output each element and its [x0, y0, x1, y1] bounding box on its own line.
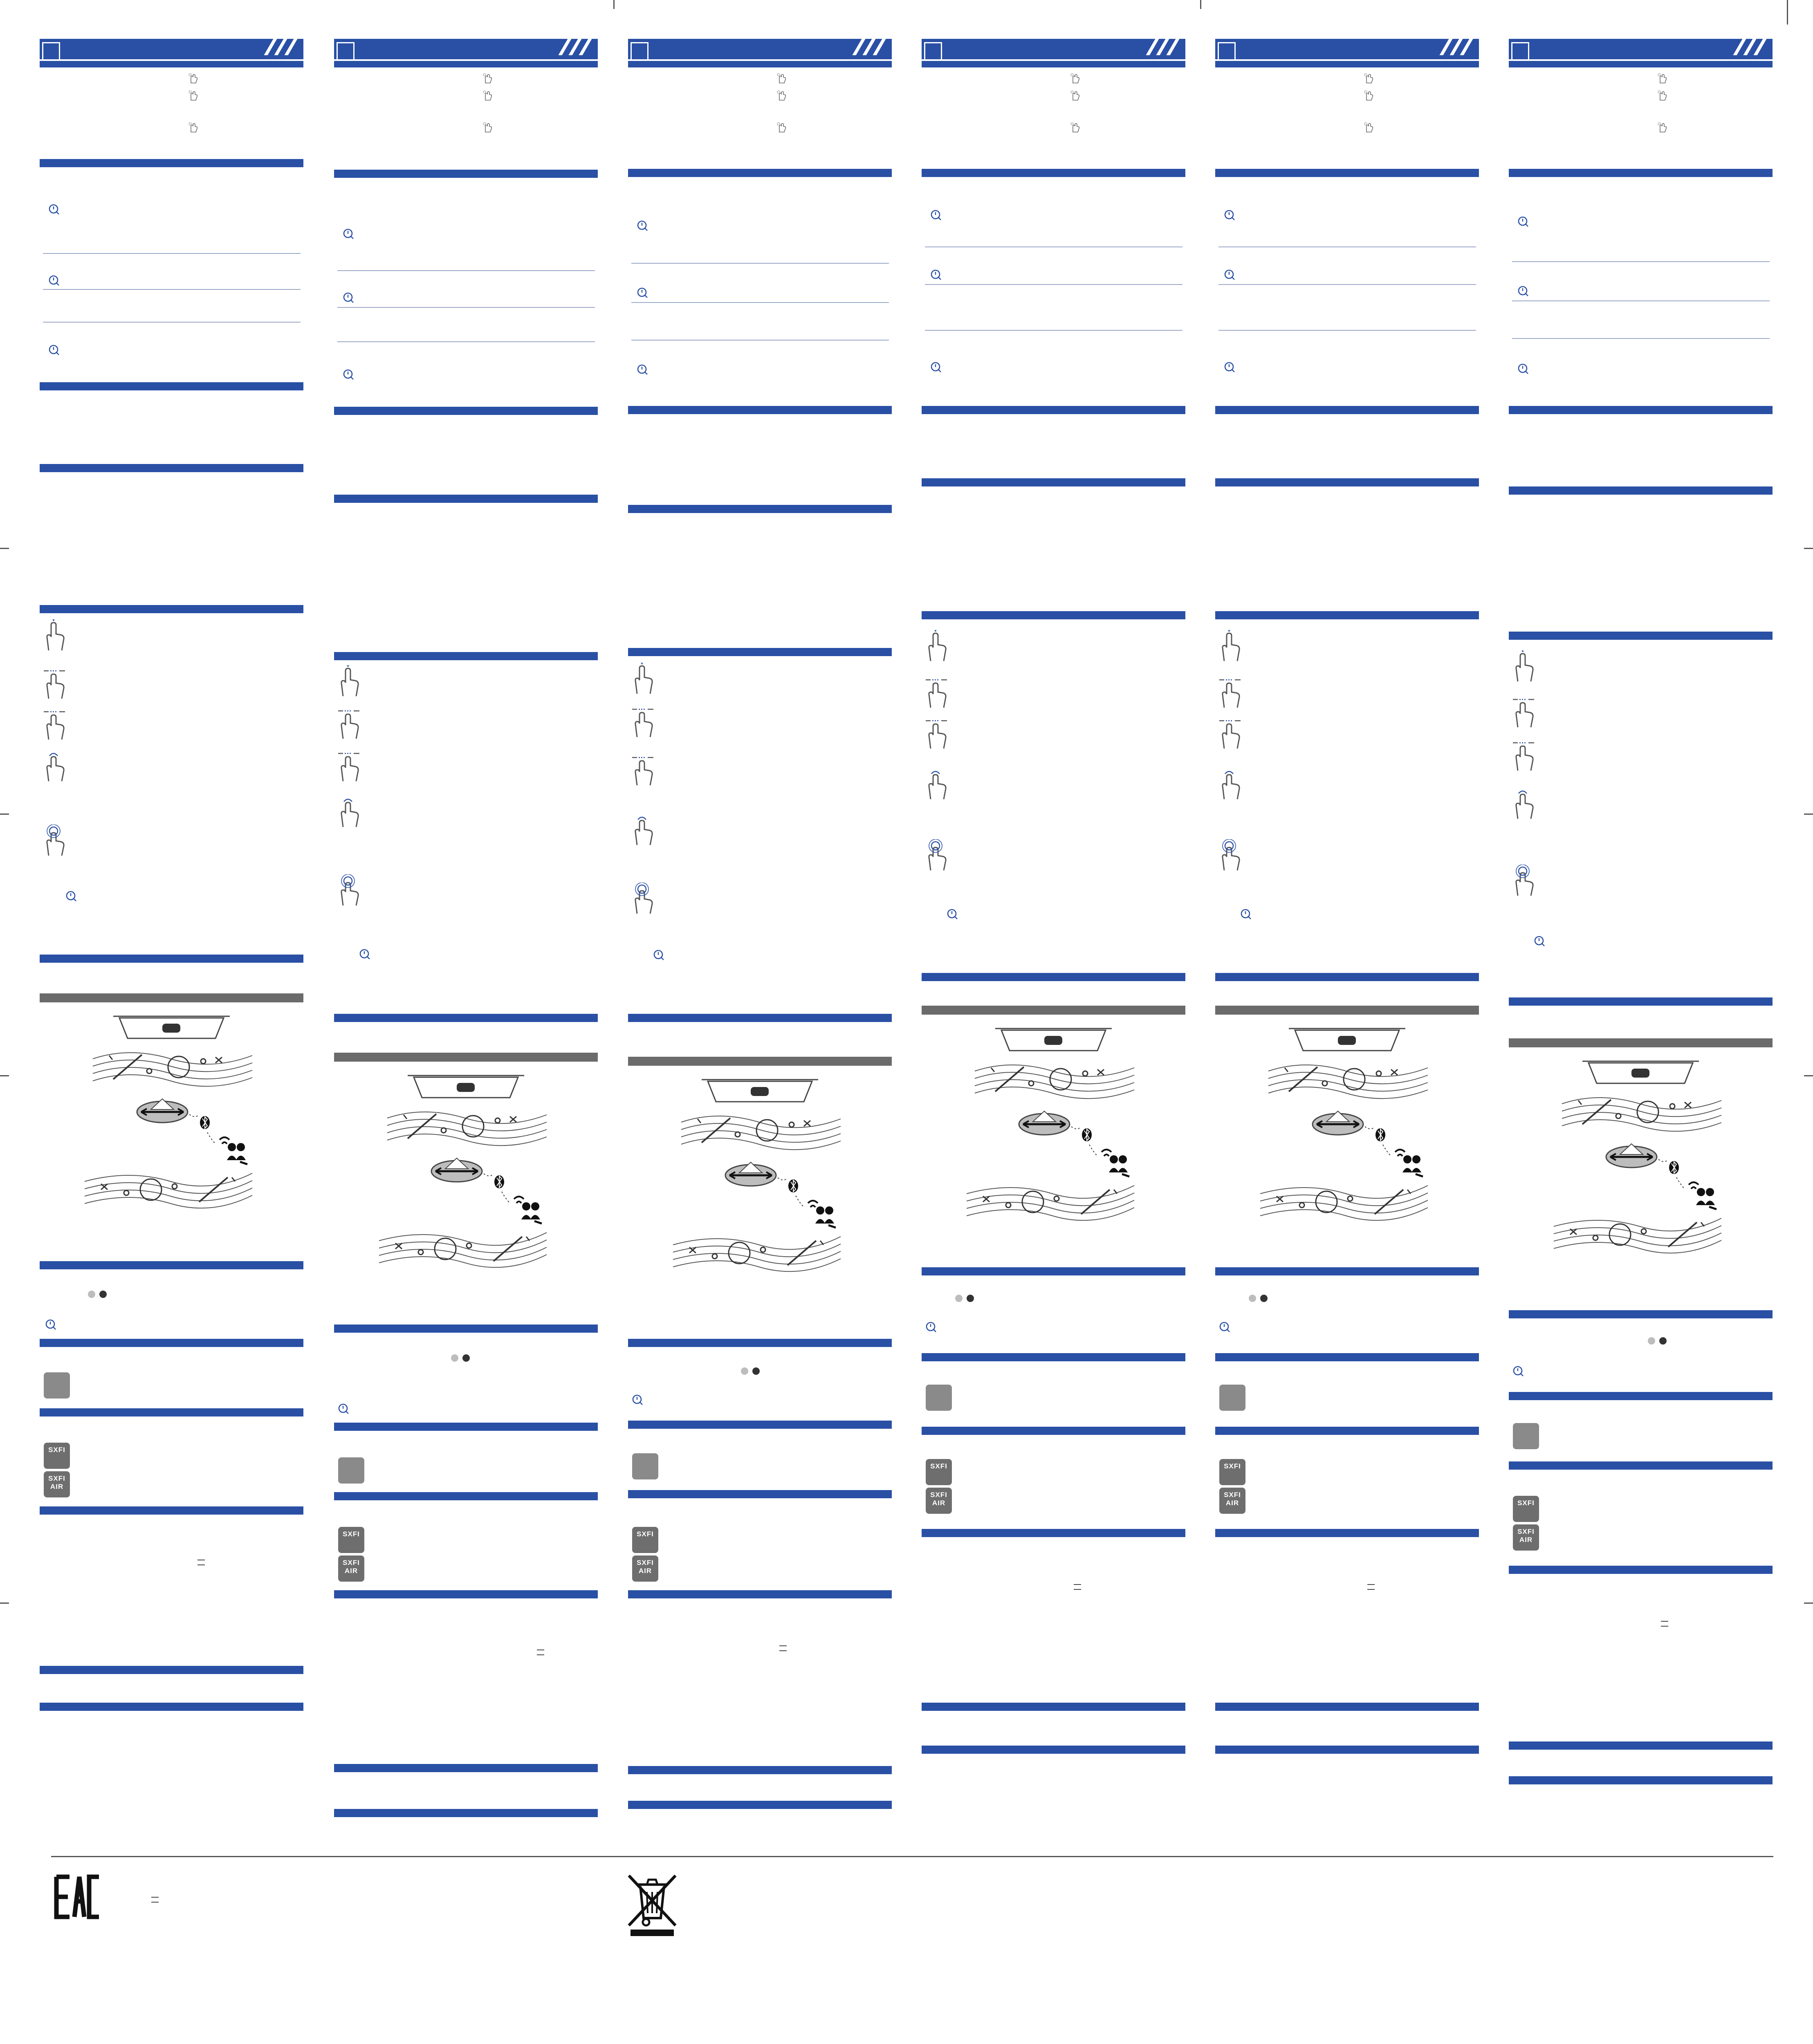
section-bar — [628, 1766, 892, 1774]
tap-icon — [1069, 89, 1082, 102]
divider — [43, 289, 301, 290]
note-icon — [1223, 268, 1236, 282]
note-icon — [341, 227, 355, 241]
section-bar — [1509, 1461, 1773, 1470]
section-bar — [1509, 169, 1773, 177]
note-icon — [47, 202, 61, 216]
equals-mark — [1074, 1584, 1081, 1590]
badge-label: SXFI — [1224, 1462, 1241, 1470]
section-bar — [334, 1014, 598, 1022]
press-hold-gesture-icon — [630, 883, 658, 915]
note-icon — [1223, 208, 1236, 222]
divider — [925, 284, 1182, 285]
section-bar — [628, 1421, 892, 1429]
divider — [631, 302, 889, 303]
section-bar — [1215, 973, 1479, 981]
sxfi-app-badge-icon — [338, 1457, 364, 1484]
section-bar — [1509, 1566, 1773, 1574]
badge-label: SXFI AIR — [1517, 1528, 1535, 1544]
crossed-out-bin-icon — [626, 1872, 679, 1938]
note-icon — [635, 363, 649, 377]
badge-label: SXFI AIR — [930, 1491, 947, 1507]
divider — [1218, 330, 1476, 331]
note-icon — [929, 208, 943, 222]
indicator-dot-light — [1249, 1295, 1256, 1302]
divider — [1512, 338, 1770, 339]
instruction-panel-3 — [628, 39, 892, 1821]
section-bar — [922, 478, 1185, 486]
indicator-dot-light — [741, 1367, 748, 1375]
note-icon — [47, 273, 61, 287]
crop-mark — [0, 1602, 9, 1604]
section-bar — [1215, 1746, 1479, 1754]
section-bar — [1215, 478, 1479, 486]
section-bar — [334, 495, 598, 503]
swipe-up-gesture-icon — [41, 619, 70, 652]
panel-header-bar — [40, 39, 303, 67]
equals-mark — [1367, 1584, 1375, 1590]
swipe-gesture-icon — [1217, 677, 1245, 709]
indicator-dot-dark — [752, 1367, 760, 1375]
divider — [337, 270, 595, 271]
tap-icon — [1069, 121, 1082, 134]
badge-label: SXFI — [48, 1446, 65, 1454]
section-bar — [628, 1014, 892, 1022]
press-gesture-icon — [336, 796, 364, 829]
swipe-up-gesture-icon — [1510, 650, 1539, 683]
section-bar — [1215, 406, 1479, 414]
note-icon — [652, 948, 666, 962]
crop-mark — [1804, 1602, 1813, 1604]
sxfi-air-badge — [1219, 1488, 1245, 1514]
note-icon — [337, 1402, 350, 1416]
section-bar — [628, 648, 892, 656]
swipe-gesture-icon — [630, 754, 658, 787]
crop-mark — [0, 1075, 9, 1076]
swipe-gesture-icon — [41, 668, 70, 700]
section-bar — [40, 1703, 303, 1711]
instruction-panel-5 — [1215, 39, 1479, 1821]
equals-mark — [779, 1645, 787, 1651]
section-bar — [628, 406, 892, 414]
section-bar — [1215, 1529, 1479, 1537]
tap-icon — [187, 72, 200, 85]
tap-icon — [775, 89, 788, 102]
note-icon — [64, 889, 78, 903]
tap-icon — [1656, 89, 1669, 102]
section-bar — [1215, 1353, 1479, 1361]
sxfi-control-badge — [338, 1527, 364, 1553]
press-hold-gesture-icon — [1510, 865, 1539, 897]
panel-header-bar — [1215, 39, 1479, 67]
panel-header-bar — [922, 39, 1185, 67]
instruction-panel-2 — [334, 39, 598, 1821]
sxfi-air-badge — [926, 1488, 952, 1514]
crop-mark — [1804, 814, 1813, 815]
divider — [43, 322, 301, 323]
equals-mark — [537, 1650, 544, 1655]
sxfi-usage-illustration — [1215, 1022, 1479, 1251]
section-bar — [628, 505, 892, 513]
sxfi-control-badge — [1219, 1459, 1245, 1485]
section-bar — [1509, 1310, 1773, 1318]
badge-label: SXFI AIR — [1224, 1491, 1241, 1507]
instruction-panel-4 — [922, 39, 1185, 1821]
section-bar — [40, 605, 303, 613]
indicator-dot-dark — [1260, 1295, 1268, 1302]
tap-icon — [481, 72, 494, 85]
divider — [631, 340, 889, 341]
note-icon — [341, 368, 355, 381]
sxfi-air-badge — [1513, 1524, 1539, 1551]
tap-icon — [1362, 89, 1375, 102]
illustration-bar — [1509, 1038, 1773, 1047]
section-bar — [922, 611, 1185, 619]
indicator-dot-light — [955, 1295, 963, 1302]
note-icon — [341, 291, 355, 305]
section-bar — [40, 159, 303, 167]
crop-mark — [1200, 0, 1201, 9]
equals-mark — [197, 1560, 205, 1565]
section-bar — [334, 1325, 598, 1333]
illustration-bar — [628, 1057, 892, 1066]
badge-label: SXFI AIR — [637, 1559, 654, 1575]
press-hold-gesture-icon — [923, 839, 952, 872]
swipe-gesture-icon — [630, 706, 658, 739]
section-bar — [1509, 1392, 1773, 1400]
section-bar — [922, 973, 1185, 981]
note-icon — [1516, 284, 1530, 298]
tap-icon — [1069, 72, 1082, 85]
note-icon — [929, 360, 943, 374]
section-bar — [1509, 406, 1773, 414]
note-icon — [47, 343, 61, 357]
indicator-dot-light — [1648, 1337, 1655, 1345]
crop-mark — [0, 814, 9, 815]
divider — [925, 330, 1182, 331]
sxfi-air-badge — [632, 1555, 658, 1582]
section-bar — [1509, 632, 1773, 640]
note-icon — [1516, 362, 1530, 376]
crop-mark — [613, 0, 615, 9]
section-bar — [628, 1801, 892, 1809]
divider — [43, 253, 301, 254]
press-gesture-icon — [41, 750, 70, 783]
section-bar — [922, 406, 1185, 414]
section-bar — [922, 1529, 1185, 1537]
section-bar — [628, 1590, 892, 1598]
note-icon — [635, 286, 649, 300]
note-icon — [1239, 907, 1253, 921]
section-bar — [40, 382, 303, 390]
press-hold-gesture-icon — [41, 825, 70, 857]
divider — [337, 307, 595, 308]
swipe-gesture-icon — [336, 750, 364, 783]
section-bar — [334, 1809, 598, 1817]
note-icon — [929, 268, 943, 282]
section-bar — [40, 955, 303, 963]
section-bar — [334, 1492, 598, 1500]
sxfi-control-badge — [1513, 1496, 1539, 1522]
press-gesture-icon — [1510, 788, 1539, 820]
section-bar — [334, 1423, 598, 1431]
section-bar — [922, 169, 1185, 177]
illustration-bar — [1215, 1006, 1479, 1015]
swipe-gesture-icon — [336, 708, 364, 740]
badge-label: SXFI — [1517, 1499, 1535, 1507]
note-icon — [635, 219, 649, 233]
divider — [337, 341, 595, 342]
section-bar — [1215, 1267, 1479, 1275]
sxfi-usage-illustration — [628, 1073, 892, 1302]
section-bar — [922, 1267, 1185, 1275]
tap-icon — [775, 72, 788, 85]
panel-header-bar — [1509, 39, 1773, 67]
section-bar — [40, 1666, 303, 1674]
section-bar — [922, 1746, 1185, 1754]
tap-icon — [187, 89, 200, 102]
note-icon — [1223, 360, 1236, 374]
crop-mark — [1787, 0, 1788, 25]
badge-label: SXFI — [930, 1462, 947, 1470]
badge-label: SXFI AIR — [48, 1475, 65, 1490]
tap-icon — [187, 121, 200, 134]
tap-icon — [775, 121, 788, 134]
note-icon — [1516, 215, 1530, 229]
swipe-up-gesture-icon — [630, 663, 658, 695]
section-bar — [1509, 1741, 1773, 1750]
divider — [1512, 300, 1770, 301]
swipe-gesture-icon — [923, 677, 952, 709]
press-gesture-icon — [630, 814, 658, 847]
section-bar — [334, 170, 598, 178]
section-bar — [1215, 1703, 1479, 1711]
note-icon — [1511, 1364, 1525, 1378]
section-bar — [40, 1408, 303, 1416]
equals-mark — [151, 1897, 159, 1903]
indicator-dot-dark — [462, 1354, 470, 1362]
press-gesture-icon — [923, 768, 952, 801]
section-bar — [1215, 611, 1479, 619]
section-bar — [922, 1703, 1185, 1711]
sxfi-usage-illustration — [40, 1010, 303, 1239]
section-bar — [40, 1506, 303, 1515]
swipe-gesture-icon — [41, 708, 70, 741]
swipe-gesture-icon — [923, 717, 952, 750]
sxfi-usage-illustration — [1509, 1055, 1773, 1284]
crop-mark — [0, 548, 9, 549]
section-bar — [1509, 1776, 1773, 1784]
sxfi-app-badge-icon — [1219, 1385, 1245, 1411]
press-gesture-icon — [1217, 768, 1245, 801]
note-icon — [358, 947, 372, 961]
swipe-gesture-icon — [1217, 717, 1245, 750]
sxfi-control-badge — [926, 1459, 952, 1485]
note-icon — [631, 1393, 644, 1407]
tap-icon — [1656, 121, 1669, 134]
section-bar — [334, 652, 598, 660]
sxfi-app-badge-icon — [632, 1453, 658, 1479]
sxfi-control-badge — [44, 1443, 70, 1469]
section-bar — [628, 1339, 892, 1347]
eac-mark-icon — [53, 1874, 102, 1919]
note-icon — [1218, 1320, 1232, 1334]
section-bar — [922, 1353, 1185, 1361]
sxfi-app-badge-icon — [44, 1372, 70, 1399]
instruction-panel-1 — [40, 39, 303, 1821]
sxfi-air-badge — [338, 1555, 364, 1582]
indicator-dot-dark — [967, 1295, 974, 1302]
tap-icon — [481, 121, 494, 134]
divider — [631, 263, 889, 264]
press-hold-gesture-icon — [336, 874, 364, 907]
badge-label: SXFI AIR — [343, 1559, 360, 1575]
swipe-up-gesture-icon — [336, 665, 364, 698]
badge-label: SXFI — [343, 1530, 360, 1538]
sxfi-air-badge — [44, 1471, 70, 1497]
panel-header-bar — [628, 39, 892, 67]
sxfi-app-badge-icon — [926, 1385, 952, 1411]
swipe-gesture-icon — [1510, 740, 1539, 772]
sxfi-app-badge-icon — [1513, 1423, 1539, 1449]
illustration-bar — [334, 1053, 598, 1062]
indicator-dot-dark — [99, 1291, 107, 1298]
illustration-bar — [40, 993, 303, 1002]
instruction-panel-6 — [1509, 39, 1773, 1821]
sxfi-usage-illustration — [922, 1022, 1185, 1251]
crop-mark — [1804, 548, 1813, 549]
divider — [1512, 261, 1770, 262]
note-icon — [44, 1318, 58, 1331]
tap-icon — [1656, 72, 1669, 85]
section-bar — [1215, 169, 1479, 177]
sxfi-control-badge — [632, 1527, 658, 1553]
note-icon — [924, 1320, 938, 1334]
note-icon — [945, 907, 959, 921]
press-hold-gesture-icon — [1217, 839, 1245, 872]
illustration-bar — [922, 1006, 1185, 1015]
panel-header-bar — [334, 39, 598, 67]
indicator-dot-light — [88, 1291, 95, 1298]
equals-mark — [1661, 1621, 1668, 1627]
section-bar — [1215, 1427, 1479, 1435]
sxfi-usage-illustration — [334, 1069, 598, 1298]
indicator-dot-dark — [1659, 1337, 1667, 1345]
swipe-gesture-icon — [1510, 696, 1539, 729]
section-bar — [628, 169, 892, 177]
tap-icon — [1362, 121, 1375, 134]
section-bar — [922, 1427, 1185, 1435]
section-bar — [334, 407, 598, 415]
section-bar — [1509, 997, 1773, 1006]
tap-icon — [481, 89, 494, 102]
section-bar — [40, 1261, 303, 1269]
section-bar — [628, 1490, 892, 1498]
badge-label: SXFI — [637, 1530, 654, 1538]
footer-divider — [51, 1856, 1773, 1857]
note-icon — [1533, 934, 1546, 948]
swipe-up-gesture-icon — [1217, 630, 1245, 663]
section-bar — [1509, 486, 1773, 495]
crop-mark — [1804, 1075, 1813, 1076]
section-bar — [40, 1339, 303, 1347]
swipe-up-gesture-icon — [923, 630, 952, 663]
indicator-dot-light — [451, 1354, 458, 1362]
divider — [1218, 284, 1476, 285]
section-bar — [334, 1590, 598, 1598]
tap-icon — [1362, 72, 1375, 85]
section-bar — [334, 1764, 598, 1772]
section-bar — [40, 464, 303, 472]
